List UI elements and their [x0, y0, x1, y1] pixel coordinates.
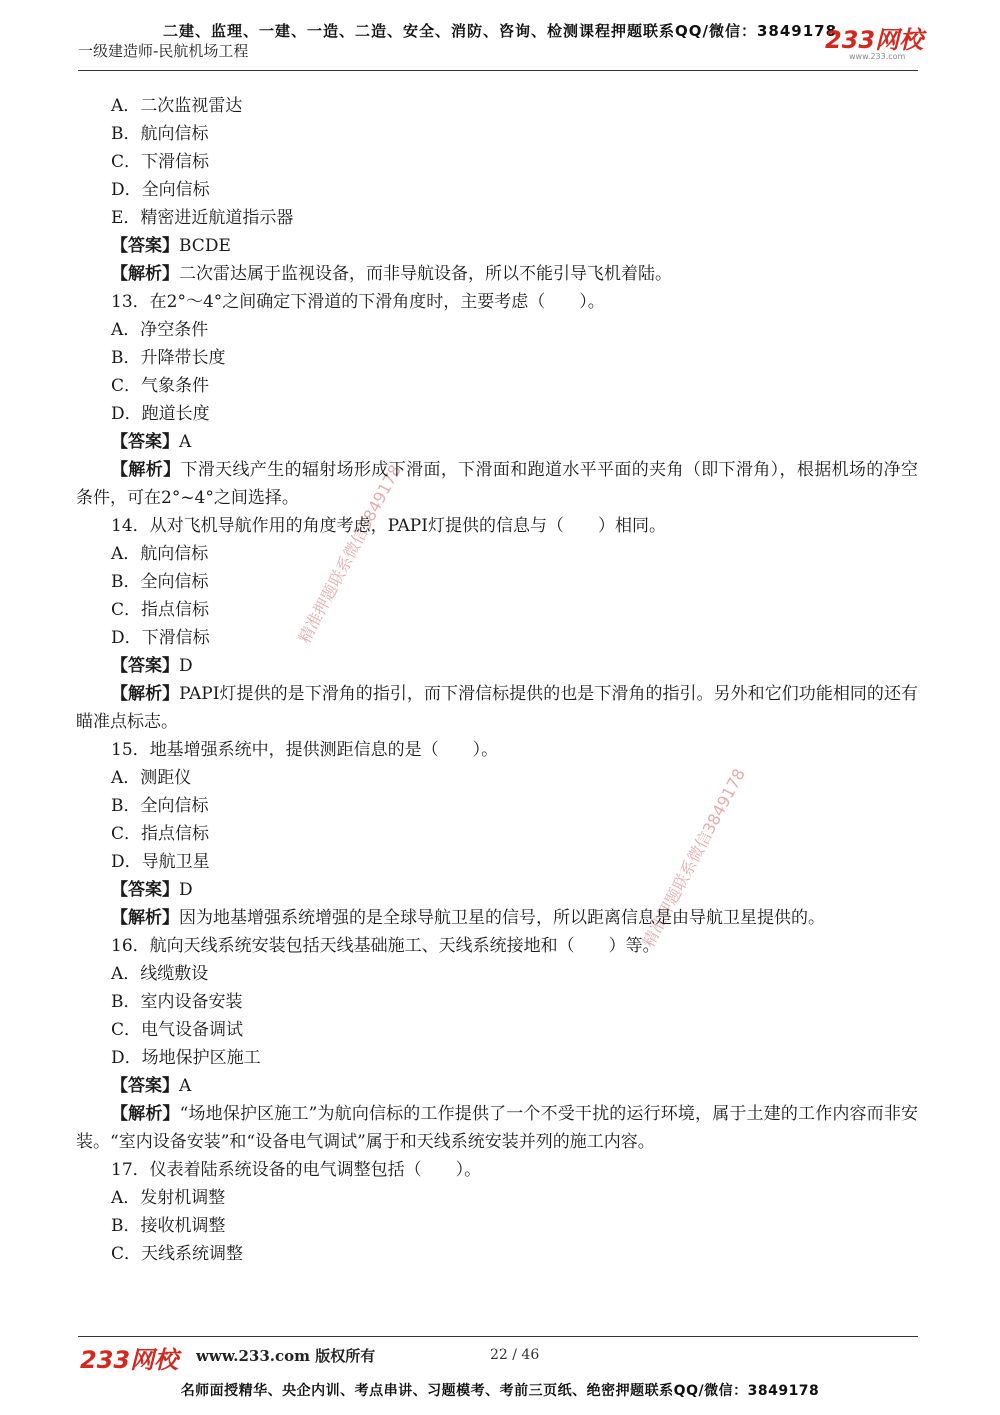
header-logo-text: 233网校 — [825, 26, 924, 54]
option: A．测距仪 — [111, 768, 192, 788]
footer-contact: 名师面授精华、央企内训、考点串讲、习题模考、考前三页纸、绝密押题联系QQ/微信：3849178 — [180, 1383, 820, 1399]
question-stem: 17．仪表着陆系统设备的电气调整包括（ ）。 — [111, 1160, 482, 1180]
answer-line — [76, 1072, 918, 1100]
answer-tag: 【答案】 — [111, 236, 179, 256]
option: A．发射机调整 — [111, 1188, 226, 1208]
answer-line — [76, 876, 918, 904]
option: D．全向信标 — [111, 180, 210, 200]
watermark: 精准押题联系微信3849178 — [294, 461, 405, 647]
answer-line — [76, 232, 918, 260]
explanation — [76, 680, 918, 736]
header-logo — [825, 28, 925, 64]
question-stem: 13．在2°～4°之间确定下滑道的下滑角度时，主要考虑（ ）。 — [111, 292, 605, 312]
watermark: 精准押题联系微信3849178 — [638, 765, 749, 951]
page-number: 22 / 46 — [490, 1347, 540, 1363]
answer-value: D — [179, 880, 193, 900]
answer-value: A — [179, 432, 192, 452]
option: B．接收机调整 — [111, 1216, 226, 1236]
explanation-text: 因为地基增强系统增强的是全球导航卫星的信号，所以距离信息是由导航卫星提供的。 — [179, 908, 825, 928]
explanation-tag: 【解析】 — [111, 1104, 180, 1124]
question-stem: 14．从对飞机导航作用的角度考虑，PAPI灯提供的信息与（ ）相同。 — [111, 516, 666, 536]
option: A．净空条件 — [111, 320, 209, 340]
explanation — [76, 904, 918, 932]
explanation-text: 下滑天线产生的辐射场形成下滑面，下滑面和跑道水平平面的夹角（即下滑角），根据机场的净空条件，可在2°~4°之间选择。 — [76, 460, 919, 508]
option: C．气象条件 — [111, 376, 210, 396]
answer-line — [76, 652, 918, 680]
footer-copyright: www.233.com 版权所有 — [196, 1347, 376, 1365]
answer-tag: 【答案】 — [111, 432, 179, 452]
explanation — [76, 260, 918, 288]
option: B．全向信标 — [111, 572, 209, 592]
explanation-text: PAPI灯提供的是下滑角的指引，而下滑信标提供的也是下滑角的指引。另外和它们功能相同的还有瞄准点标志。 — [76, 684, 919, 732]
answer-line — [76, 428, 918, 456]
document-body — [76, 92, 918, 1268]
answer-value: A — [179, 1076, 192, 1096]
document-subtitle: 一级建造师-民航机场工程 — [78, 42, 249, 60]
header-divider — [78, 70, 918, 71]
option: D．跑道长度 — [111, 404, 210, 424]
header-logo-url: www.233.com — [849, 52, 906, 61]
option: B．升降带长度 — [111, 348, 226, 368]
option: D．下滑信标 — [111, 628, 210, 648]
option: C．指点信标 — [111, 600, 210, 620]
explanation-tag: 【解析】 — [111, 460, 181, 480]
option: B．室内设备安装 — [111, 992, 243, 1012]
explanation-text: “场地保护区施工”为航向信标的工作提供了一个不受干扰的运行环境，属于土建的工作内容而非安装。“室内设备安装”和“设备电气调试”属于和天线系统安装并列的施工内容。 — [76, 1104, 918, 1152]
option: D．场地保护区施工 — [111, 1048, 261, 1068]
answer-tag: 【答案】 — [111, 880, 179, 900]
answer-value: BCDE — [179, 236, 231, 256]
option: D．导航卫星 — [111, 852, 210, 872]
option: B．航向信标 — [111, 124, 209, 144]
option: E．精密进近航道指示器 — [111, 208, 294, 228]
explanation — [76, 1100, 918, 1156]
option: C．天线系统调整 — [111, 1244, 244, 1264]
option: A．线缆敷设 — [111, 964, 209, 984]
option: C．电气设备调试 — [111, 1020, 244, 1040]
option: C．下滑信标 — [111, 152, 210, 172]
footer-divider — [78, 1336, 918, 1337]
explanation-text: 二次雷达属于监视设备，而非导航设备，所以不能引导飞机着陆。 — [179, 264, 672, 284]
answer-value: D — [179, 656, 193, 676]
footer-logo: 233网校 — [80, 1346, 179, 1374]
question-stem: 16．航向天线系统安装包括天线基础施工、天线系统接地和（ ）等。 — [111, 936, 660, 956]
explanation-tag: 【解析】 — [111, 684, 180, 704]
question-stem: 15．地基增强系统中，提供测距信息的是（ ）。 — [111, 740, 499, 760]
option: C．指点信标 — [111, 824, 210, 844]
answer-tag: 【答案】 — [111, 1076, 179, 1096]
option: B．全向信标 — [111, 796, 209, 816]
answer-tag: 【答案】 — [111, 656, 179, 676]
explanation — [76, 456, 918, 512]
explanation-tag: 【解析】 — [111, 264, 179, 284]
explanation-tag: 【解析】 — [111, 908, 179, 928]
option: A．航向信标 — [111, 544, 209, 564]
option: A．二次监视雷达 — [111, 96, 243, 116]
header-contact: 二建、监理、一建、一造、二造、安全、消防、咨询、检测课程押题联系QQ/微信：3849178 — [162, 22, 838, 40]
